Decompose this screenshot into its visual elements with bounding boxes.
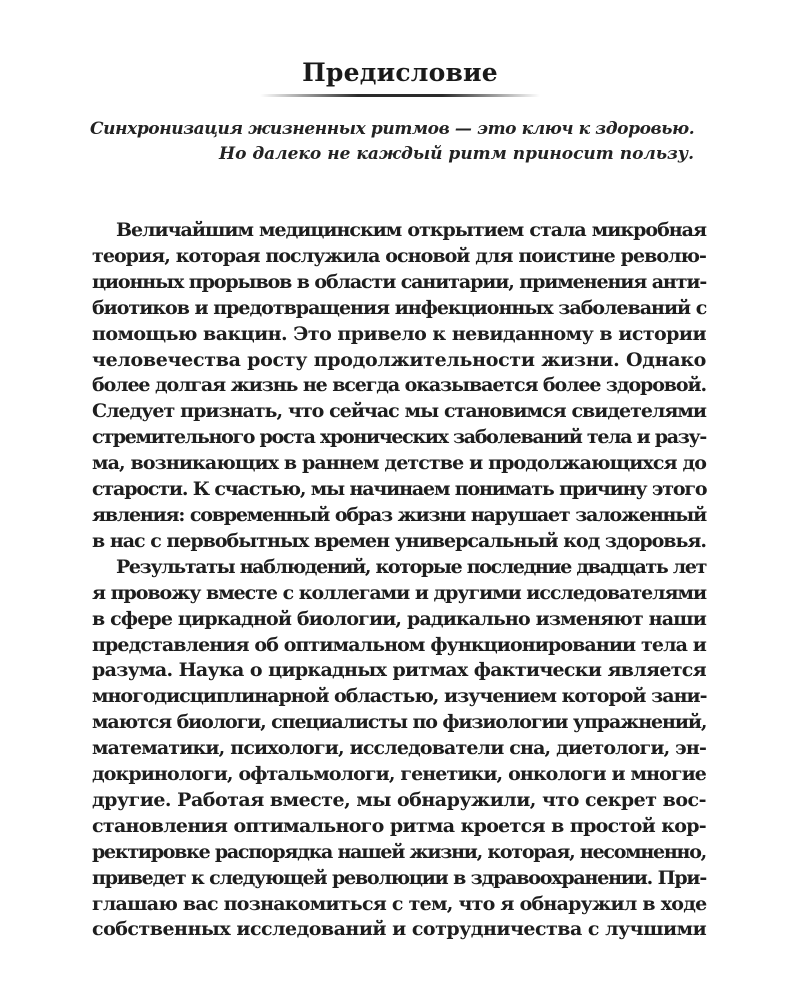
text-line: явления: современный образ жизни нарушает заложенный [92,503,706,526]
text-line: в сфере циркадной биологии, радикально изменяют наши [92,607,706,630]
text-line: собственных исследований и сотрудничества с лучшими [92,918,707,941]
text-line: ционных прорывов в области санитарии, применения анти- [92,270,707,293]
paragraph-2 [92,555,706,944]
text-line: математики, психологи, исследователи сна, диетологи, эн- [92,737,706,760]
text-line: становления оптимального ритма кроется в простой кор- [92,814,706,837]
text-line: Результаты наблюдений, которые последние двадцать лет [116,555,706,578]
text-line: ма, возникающих в раннем детстве и продолжающихся до [92,452,706,475]
text-line: биотиков и предотвращения инфекционных заболеваний с [92,296,707,319]
text-line: человечества росту продолжительности жизни. Однако [92,348,706,371]
text-line: разума. Наука о циркадных ритмах фактически является [92,659,706,682]
title-underline-rule [260,94,540,97]
text-line: Следует признать, что сейчас мы становимся свидетелями [92,400,706,423]
text-line: маются биологи, специалисты по физиологии упражнений, [92,711,707,734]
text-line: Величайшим медицинским открытием стала микробная [116,219,706,241]
text-line: ректировке распорядка нашей жизни, которая, несомненно, [92,840,706,863]
text-line: глашаю вас познакомиться с тем, что я обнаружил в ходе [92,892,707,915]
text-line: докринологи, офтальмологи, генетики, онкологи и многие [92,763,706,786]
text-line: приведет к следующей революции в здравоохранении. При- [92,866,706,889]
epigraph-line: Но далеко не каждый ритм приносит пользу. [219,144,694,164]
text-line: теория, которая послужила основой для поистине револю- [92,244,706,267]
text-line: в нас с первобытных времен универсальный код здоровья. [92,529,707,552]
text-line: старости. К счастью, мы начинаем понимать причину этого [92,478,707,501]
text-line: другие. Работая вместе, мы обнаружили, что секрет вос- [92,788,706,811]
text-line: я провожу вместе с коллегами и другими исследователями [92,581,706,604]
paragraph-1 [92,218,706,555]
body-text [92,218,706,943]
text-line: многодисциплинарной областью, изучением которой зани- [92,685,707,708]
text-line: представления об оптимальном функционировании тела и [92,633,706,656]
epigraph-line: Синхронизация жизненных ритмов — это ключ к здоровью. [90,119,695,139]
text-line: помощью вакцин. Это привело к невиданному в истории [92,322,706,345]
text-line: более долгая жизнь не всегда оказывается более здоровой. [92,374,706,397]
epigraph [90,117,694,167]
text-line: стремительного роста хронических заболеваний тела и разу- [92,426,706,449]
chapter-title: Предисловие [302,58,498,87]
